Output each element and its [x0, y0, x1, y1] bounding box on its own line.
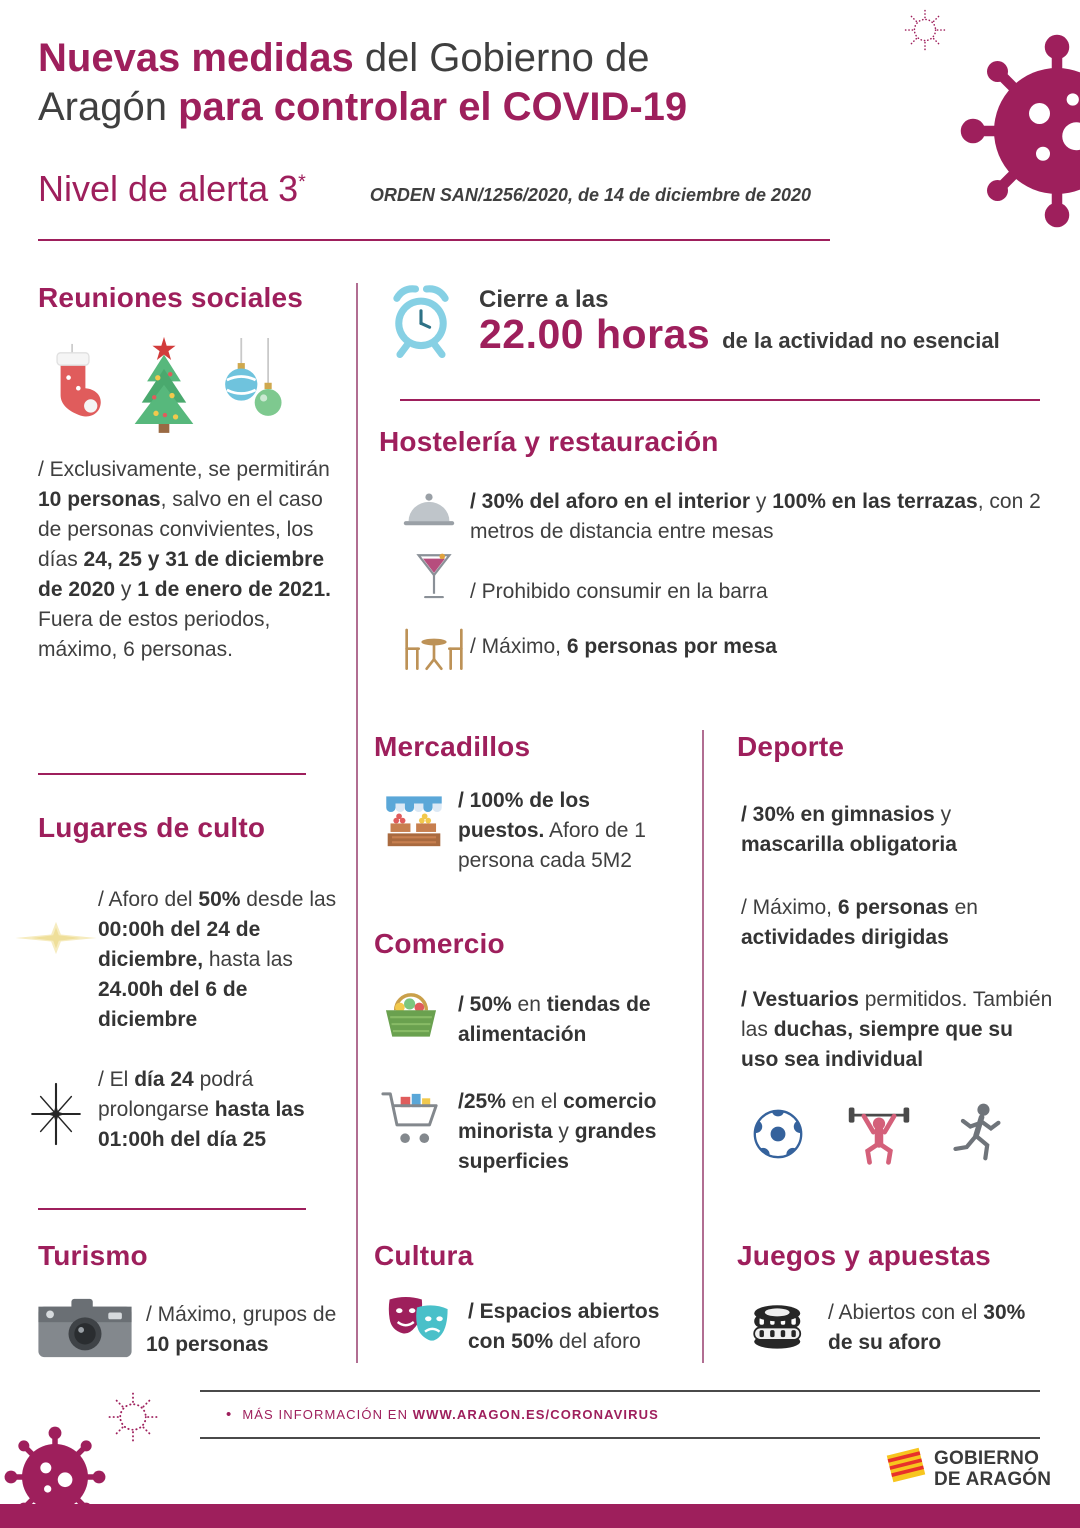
section-title-deporte: Deporte [737, 731, 845, 762]
closing-time: 22.00 horas [479, 311, 711, 357]
weightlifter-icon [845, 1100, 913, 1168]
turismo-item-1: / Máximo, grupos de 10 personas [146, 1303, 337, 1356]
stocking-icon [42, 340, 104, 432]
table-chairs-icon [396, 626, 472, 674]
deporte-item-2: / Máximo, 6 personas en actividades dirigidas [741, 896, 978, 949]
aragon-flag-icon [884, 1444, 928, 1486]
page-title [38, 34, 908, 132]
closing-lead: Cierre a las [479, 286, 609, 313]
glow-star-icon [14, 918, 98, 958]
column-divider-left [356, 283, 358, 1363]
section-title-comercio: Comercio [374, 928, 505, 959]
page-title-line1: Nuevas medidas del Gobierno de [38, 36, 650, 80]
section-title-reuniones: Reuniones sociales [38, 282, 304, 313]
divider-reuniones-culto [38, 773, 306, 775]
section-title-culto: Lugares de culto [38, 812, 266, 843]
comercio-item-2: /25% en el comercio minorista y grandes superficies [458, 1090, 657, 1173]
government-logo-line1: GOBIERNO [934, 1448, 1040, 1469]
virus-dotted-icon [104, 1388, 162, 1446]
footer-divider-bottom [200, 1437, 1040, 1439]
hosteleria-item-2: / Prohibido consumir en la barra [470, 580, 768, 603]
footer-bullet: • [226, 1406, 233, 1423]
column-divider-right [702, 730, 704, 1363]
divider-culto-turismo [38, 1208, 306, 1210]
culto-item-1: / Aforo del 50% desde las 00:00h del 24 de diciembre, hasta las 24.00h del 6 de diciembre [98, 888, 337, 1031]
footer-info [226, 1406, 1046, 1423]
culto-item-2: / El día 24 podrá prolongarse hasta las 01:00h del día 25 [98, 1068, 305, 1151]
deporte-item-1: / 30% en gimnasios y mascarilla obligatoria [741, 803, 957, 856]
virus-dotted-icon [901, 6, 949, 54]
juegos-item-1: / Abiertos con el 30% de su aforo [828, 1301, 1026, 1354]
footer-info-text: MÁS INFORMACIÓN EN WWW.ARAGON.ES/CORONAVIRUS [242, 1407, 659, 1422]
hosteleria-item-1: / 30% del aforo en el interior y 100% en las terrazas, con 2 metros de distancia entre mesas [470, 490, 1041, 543]
closing-scope: de la actividad no esencial [722, 328, 1000, 353]
christmas-tree-icon [124, 335, 204, 433]
mercadillos-item-1: / 100% de los puestos. Aforo de 1 persona cada 5M2 [458, 789, 646, 872]
section-title-turismo: Turismo [38, 1240, 148, 1271]
grocery-basket-icon [379, 985, 443, 1041]
order-reference: ORDEN SAN/1256/2020, de 14 de diciembre de 2020 [369, 185, 812, 205]
government-logo-line2: DE ARAGÓN [934, 1469, 1052, 1491]
market-stall-icon [382, 792, 446, 852]
virus-icon [952, 26, 1080, 236]
bottom-accent-bar [0, 1504, 1080, 1528]
page-title-line2: Aragón para controlar el COVID-19 [38, 84, 688, 129]
government-logo [934, 1448, 1051, 1491]
section-title-hosteleria: Hostelería y restauración [379, 426, 719, 457]
poker-chips-icon [748, 1295, 810, 1351]
deporte-item-3: / Vestuarios permitidos. También las duchas, siempre que su uso sea individual [741, 988, 1053, 1071]
closing-row [479, 311, 1049, 358]
comercio-item-1: / 50% en tiendas de alimentación [458, 993, 651, 1046]
cocktail-icon [412, 545, 456, 609]
theater-masks-icon [378, 1293, 456, 1351]
reuniones-body: / Exclusivamente, se permitirán 10 personas, salvo en el caso de personas convivientes, los días 24, 25 y 31 de diciembre de 2020 y 1 de enero de 2021. Fuera de estos periodos, máximo, 6 personas. [38, 458, 332, 661]
runner-icon [948, 1100, 1004, 1168]
divider-closing [400, 399, 1040, 401]
shopping-cart-icon [377, 1085, 445, 1153]
cultura-item-1: / Espacios abiertos con 50% del aforo [468, 1300, 660, 1353]
section-title-mercadillos: Mercadillos [374, 731, 531, 762]
baubles-icon [216, 338, 288, 432]
header-divider [38, 239, 830, 241]
alert-asterisk: * [298, 171, 306, 193]
serving-cloche-icon [399, 489, 459, 534]
footer-divider-top [200, 1390, 1040, 1392]
hosteleria-item-3: / Máximo, 6 personas por mesa [470, 635, 777, 658]
camera-icon [36, 1295, 134, 1361]
sparkle-star-icon [28, 1075, 84, 1153]
soccer-ball-icon [752, 1108, 804, 1160]
section-title-juegos: Juegos y apuestas [737, 1240, 991, 1271]
section-title-cultura: Cultura [374, 1240, 474, 1271]
alarm-clock-icon [382, 282, 460, 360]
alert-row [38, 168, 908, 210]
alert-level: Nivel de alerta 3* [38, 168, 306, 209]
